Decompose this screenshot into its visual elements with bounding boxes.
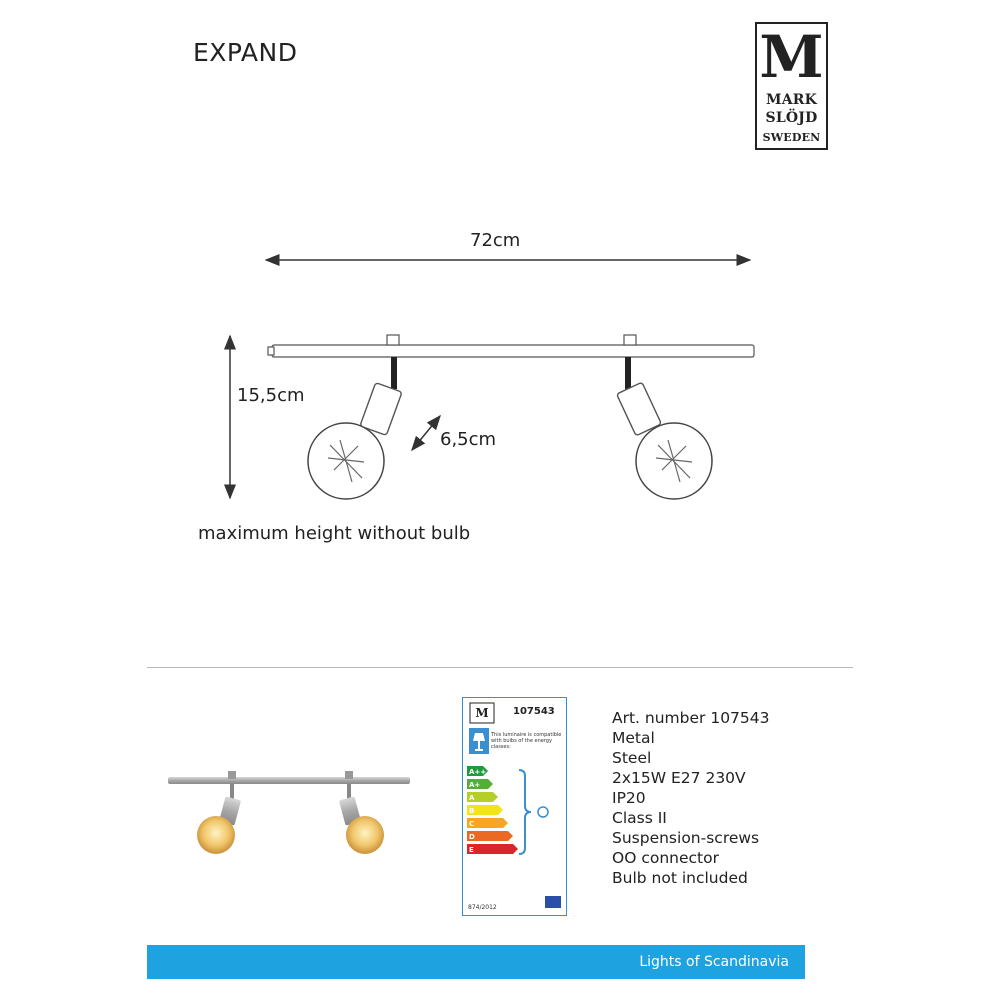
energy-class-bar <box>467 844 518 854</box>
class-range-bracket <box>519 770 531 854</box>
energy-class-label: C <box>469 820 475 828</box>
section-divider <box>147 667 853 668</box>
depth-label: 6,5cm <box>440 429 497 450</box>
energy-class-label: D <box>469 833 475 841</box>
spec-item: Steel <box>612 749 652 767</box>
label-compat-text: This luminaire is compatible with bulbs of the energy classes: <box>491 732 562 750</box>
eu-flag-icon <box>545 896 561 908</box>
logo-letter: M <box>759 23 824 91</box>
logo-line-1: MARK <box>766 92 817 108</box>
footer-bar <box>147 945 805 979</box>
energy-class-label: B <box>469 807 475 815</box>
lamp-icon <box>469 728 489 754</box>
spotlight-right <box>617 357 712 499</box>
spec-item: OO connector <box>612 849 719 867</box>
spec-item: Metal <box>612 729 655 747</box>
label-regulation: 874/2012 <box>468 904 497 911</box>
energy-class-label: A+ <box>469 781 481 789</box>
spec-item: 2x15W E27 230V <box>612 769 746 787</box>
product-title: EXPAND <box>193 38 298 67</box>
bulb-icon <box>538 807 548 817</box>
energy-class-label: A <box>469 794 475 802</box>
width-label: 72cm <box>470 230 521 251</box>
energy-label <box>462 697 567 916</box>
spec-item: Suspension-screws <box>612 829 760 847</box>
spec-list <box>612 708 770 888</box>
depth-arrow <box>412 416 440 450</box>
label-logo-icon <box>469 702 495 724</box>
energy-class-label: A++ <box>469 768 487 776</box>
lamp-rail <box>268 335 754 357</box>
logo-line-2: SLÖJD <box>765 110 818 126</box>
energy-class-scale <box>467 766 563 866</box>
height-label: 15,5cm <box>237 385 305 406</box>
label-article-code: 107543 <box>513 706 555 717</box>
svg-text:M: M <box>475 706 489 720</box>
logo-line-3: SWEDEN <box>762 131 821 144</box>
spec-item: Art. number 107543 <box>612 709 770 727</box>
spec-item: Bulb not included <box>612 869 748 887</box>
max-height-note: maximum height without bulb <box>198 523 471 544</box>
energy-class-label: E <box>469 846 474 854</box>
spec-item: IP20 <box>612 789 646 807</box>
spotlight-left <box>308 357 402 499</box>
product-photo <box>160 765 420 865</box>
spec-item: Class II <box>612 809 667 827</box>
footer-tagline: Lights of Scandinavia <box>639 954 789 970</box>
